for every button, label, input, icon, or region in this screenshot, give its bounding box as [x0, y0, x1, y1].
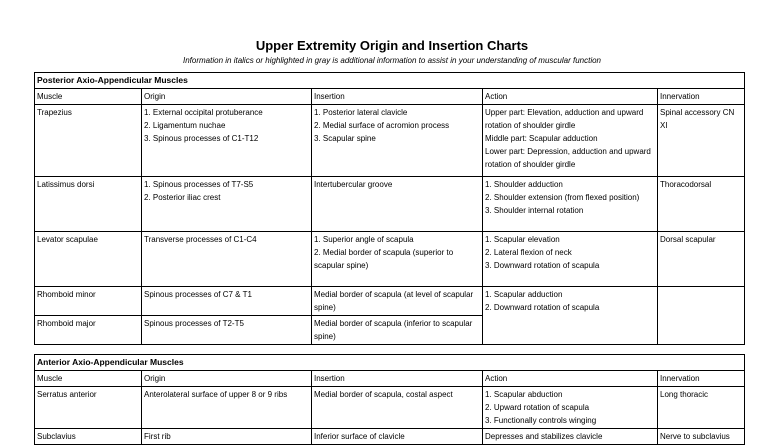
insertion-cell: Medial border of scapula (inferior to scapular spine)	[312, 316, 483, 345]
action-cell	[483, 387, 658, 429]
section-title: Anterior Axio-Appendicular Muscles	[35, 355, 745, 371]
action-line: 2. Shoulder extension (from flexed position)	[485, 193, 640, 202]
origin-cell: Anterolateral surface of upper 8 or 9 ribs	[142, 387, 312, 429]
muscle-name: Rhomboid minor	[35, 287, 142, 316]
action-line: 2. Upward rotation of scapula	[485, 403, 590, 412]
action-line: 1. Scapular elevation	[485, 235, 560, 244]
header-insertion: Insertion	[312, 371, 483, 387]
table-header-row	[35, 371, 745, 387]
section-title: Posterior Axio-Appendicular Muscles	[35, 73, 745, 89]
action-line: 2. Downward rotation of scapula	[485, 303, 600, 312]
header-innervation: Innervation	[658, 89, 745, 105]
innervation-cell	[658, 287, 745, 345]
action-line: 1. Scapular abduction	[485, 390, 563, 399]
origin-line: 2. Ligamentum nuchae	[144, 121, 226, 130]
action-line: Lower part: Depression, adduction and upward rotation of shoulder girdle	[485, 147, 651, 169]
muscle-name: Latissimus dorsi	[35, 177, 142, 232]
muscle-name: Serratus anterior	[35, 387, 142, 429]
origin-line: 2. Posterior iliac crest	[144, 193, 221, 202]
table-header-row	[35, 89, 745, 105]
page-subtitle: Information in italics or highlighted in gray is additional information to assist in your understanding of muscular function	[183, 56, 601, 65]
table-row	[35, 232, 745, 287]
insertion-cell: Inferior surface of clavicle	[312, 429, 483, 445]
action-line: 3. Functionally controls winging	[485, 416, 597, 425]
innervation-cell: Long thoracic	[658, 387, 745, 429]
action-line: Upper part: Elevation, adduction and upward rotation of shoulder girdle	[485, 108, 644, 130]
origin-cell: Transverse processes of C1-C4	[142, 232, 312, 287]
insertion-cell	[312, 105, 483, 177]
insertion-cell	[312, 232, 483, 287]
origin-cell: Spinous processes of C7 & T1	[142, 287, 312, 316]
innervation-cell: Dorsal scapular	[658, 232, 745, 287]
header-origin: Origin	[142, 89, 312, 105]
origin-cell	[142, 105, 312, 177]
insertion-line: 1. Posterior lateral clavicle	[314, 108, 408, 117]
table-row	[35, 105, 745, 177]
insertion-cell: Medial border of scapula (at level of scapular spine)	[312, 287, 483, 316]
muscle-name: Rhomboid major	[35, 316, 142, 345]
action-line: 2. Lateral flexion of neck	[485, 248, 572, 257]
origin-cell: First rib	[142, 429, 312, 445]
action-line: 3. Shoulder internal rotation	[485, 206, 584, 215]
table-row	[35, 287, 745, 316]
header-origin: Origin	[142, 371, 312, 387]
insertion-line: 1. Superior angle of scapula	[314, 235, 414, 244]
action-cell: Depresses and stabilizes clavicle	[483, 429, 658, 445]
header-action: Action	[483, 371, 658, 387]
table-row	[35, 387, 745, 429]
insertion-line: 2. Medial surface of acromion process	[314, 121, 450, 130]
posterior-muscles-table	[34, 72, 745, 345]
origin-cell	[142, 177, 312, 232]
muscle-name: Trapezius	[35, 105, 142, 177]
header-innervation: Innervation	[658, 371, 745, 387]
page-title: Upper Extremity Origin and Insertion Charts	[255, 38, 529, 53]
insertion-line: 3. Scapular spine	[314, 134, 376, 143]
insertion-cell: Intertubercular groove	[312, 177, 483, 232]
origin-line: 1. Spinous processes of T7-S5	[144, 180, 254, 189]
table-row	[35, 177, 745, 232]
header-insertion: Insertion	[312, 89, 483, 105]
innervation-cell: Spinal accessory CN XI	[658, 105, 745, 177]
origin-line: 3. Spinous processes of C1-T12	[144, 134, 259, 143]
action-line: 3. Downward rotation of scapula	[485, 261, 600, 270]
origin-line: 1. External occipital protuberance	[144, 108, 263, 117]
muscle-name: Levator scapulae	[35, 232, 142, 287]
action-line: Middle part: Scapular adduction	[485, 134, 598, 143]
action-line: 1. Shoulder adduction	[485, 180, 563, 189]
muscle-name: Subclavius	[35, 429, 142, 445]
origin-cell: Spinous processes of T2-T5	[142, 316, 312, 345]
action-cell	[483, 287, 658, 345]
insertion-cell: Medial border of scapula, costal aspect	[312, 387, 483, 429]
header-muscle: Muscle	[35, 371, 142, 387]
header-action: Action	[483, 89, 658, 105]
innervation-cell: Nerve to subclavius	[658, 429, 745, 445]
anterior-muscles-table	[34, 354, 745, 445]
header-muscle: Muscle	[35, 89, 142, 105]
action-line: 1. Scapular adduction	[485, 290, 563, 299]
insertion-line: 2. Medial border of scapula (superior to scapular spine)	[314, 248, 454, 270]
innervation-cell: Thoracodorsal	[658, 177, 745, 232]
action-cell	[483, 177, 658, 232]
table-row	[35, 429, 745, 445]
action-cell	[483, 105, 658, 177]
action-cell	[483, 232, 658, 287]
